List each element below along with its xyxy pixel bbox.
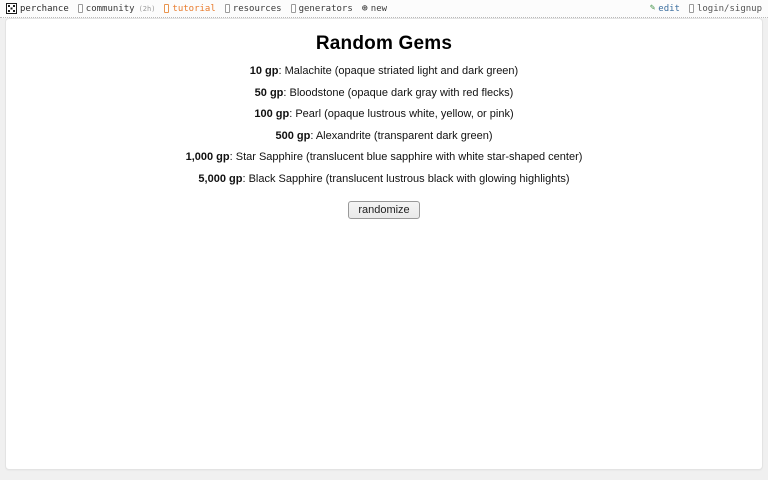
nav-item-tutorial[interactable] [164,4,215,14]
nav-item-new[interactable] [362,4,387,14]
gem-price: 500 gp [275,129,311,142]
randomize-button[interactable]: randomize [348,201,419,219]
generators-label: generators [298,3,353,14]
tutorial-label: tutorial [172,3,216,14]
pencil-icon: ✎ [649,3,656,13]
community-badge: (2h) [138,4,156,13]
gem-line [6,173,762,185]
user-icon [689,4,694,13]
nav-item-community[interactable] [78,4,156,14]
gem-description: Star Sapphire (translucent blue sapphire with white star-shaped center) [235,151,583,163]
gem-separator: : [278,65,285,77]
login-signup-label: login/signup [696,3,762,14]
perchance-home-link[interactable] [6,3,69,14]
gem-line [6,151,762,163]
brand-label: perchance [20,3,69,14]
page-icon [78,4,83,13]
edit-link[interactable] [650,4,680,14]
gem-price: 10 gp [249,65,279,77]
page-title: Random Gems [315,33,453,54]
nav-item-generators[interactable] [291,4,353,14]
login-signup-link[interactable] [689,4,762,14]
resources-label: resources [232,3,282,14]
page-icon [291,4,296,13]
gem-separator: : [283,86,290,99]
generator-content-card [5,18,763,470]
gem-line [6,130,762,142]
gem-price: 5,000 gp [198,172,243,185]
new-label: new [370,3,388,14]
circled-plus-icon: ⊕ [361,2,368,14]
gem-description: Pearl (opaque lustrous white, yellow, or pink) [295,108,514,120]
edit-label: edit [658,3,680,14]
community-label: community [85,3,135,14]
top-navbar [0,0,768,18]
gem-line [6,108,762,120]
gem-separator: : [229,151,236,163]
gem-separator: : [310,129,316,142]
gem-line [6,87,762,99]
nav-item-resources[interactable] [225,4,282,14]
gem-description: Black Sapphire (translucent lustrous black with glowing highlights) [248,172,570,185]
gem-line [6,65,762,77]
gem-price: 100 gp [254,108,290,120]
gem-separator: : [289,108,296,120]
page-icon [225,4,230,13]
page-icon [164,4,169,13]
gem-separator: : [242,172,249,185]
gem-description: Malachite (opaque striated light and dark green) [284,65,519,77]
perchance-die-logo-icon [6,3,17,14]
gem-description: Bloodstone (opaque dark gray with red flecks) [289,86,514,99]
gem-list [6,65,762,185]
gem-price: 1,000 gp [185,151,230,163]
gem-description: Alexandrite (transparent dark green) [315,129,493,142]
gem-price: 50 gp [254,86,284,99]
